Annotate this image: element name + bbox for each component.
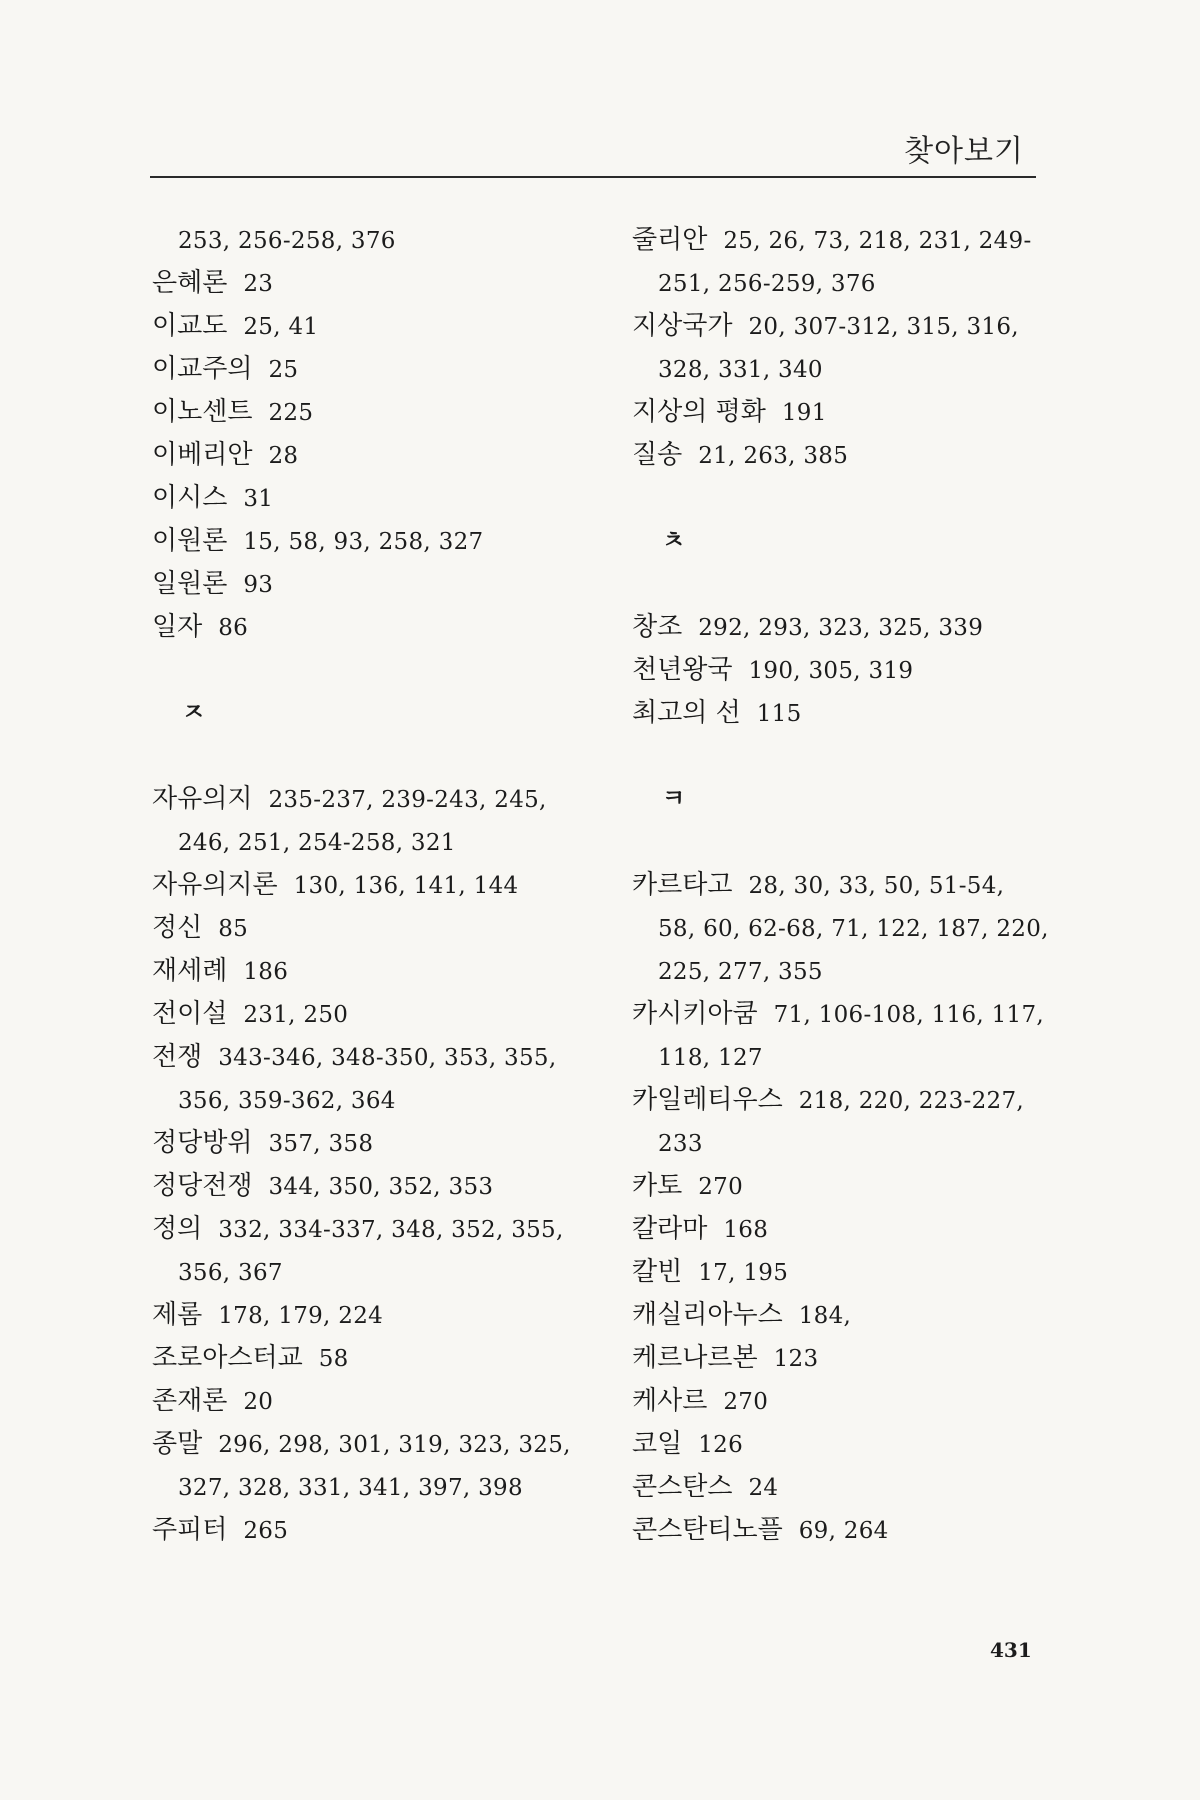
index-entry [152,1035,602,1078]
entry-pages: 356, 367 [178,1260,283,1286]
index-entry [632,1422,1072,1465]
entry-term: 제롬 [152,1300,203,1330]
index-entry [152,562,602,605]
section-gap [632,820,1072,863]
entry-term: 이교도 [152,311,228,341]
index-entry [152,304,602,347]
entry-pages: 357, 358 [268,1131,374,1157]
entry-term: 조로아스터교 [152,1343,303,1373]
index-entry [152,1379,602,1422]
page-header [150,128,1036,178]
entry-term: 천년왕국 [632,655,733,685]
entry-term: 이원론 [152,526,228,556]
entry-term: 재세례 [152,956,228,986]
index-entry [632,863,1072,906]
index-entry [632,1336,1072,1379]
entry-pages: 233 [658,1131,703,1157]
section-title: 찾아보기 [904,134,1024,169]
entry-pages: 25, 26, 73, 218, 231, 249- [723,228,1032,254]
entry-term: 이교주의 [152,354,253,384]
entry-pages: 115 [756,701,802,727]
entry-pages: 93 [243,572,274,598]
entry-pages: 270 [698,1174,744,1200]
index-entry [632,1250,1072,1293]
entry-pages: 58, 60, 62-68, 71, 122, 187, 220, [658,916,1049,942]
entry-pages: 126 [698,1432,744,1458]
index-entry [152,1508,602,1551]
entry-term: 코일 [632,1429,683,1459]
entry-pages: 332, 334-337, 348, 352, 355, [218,1217,564,1243]
section-heading-j: ㅈ [182,698,206,726]
index-entry [632,390,1072,433]
section-gap [632,476,1072,519]
entry-term: 케르나르본 [632,1343,758,1373]
section-heading-k: ㅋ [662,784,686,812]
entry-term: 이베리안 [152,440,253,470]
index-entry [632,1293,1072,1336]
index-entry [632,648,1072,691]
index-entry [632,1078,1072,1121]
index-entry [152,1336,602,1379]
index-entry-continuation [632,261,1072,304]
entry-term: 창조 [632,612,683,642]
entry-term: 정의 [152,1214,203,1244]
entry-term: 칼빈 [632,1257,683,1287]
index-entry [152,605,602,648]
entry-pages: 28, 30, 33, 50, 51-54, [748,873,1005,899]
entry-pages: 118, 127 [658,1045,763,1071]
index-entry [632,605,1072,648]
entry-pages: 344, 350, 352, 353 [268,1174,494,1200]
index-entry [152,1207,602,1250]
entry-pages: 235-237, 239-243, 245, [268,787,547,813]
entry-term: 캐실리아누스 [632,1300,783,1330]
entry-term: 카시키아쿰 [632,999,758,1029]
entry-term: 주피터 [152,1515,228,1545]
entry-term: 은혜론 [152,268,228,298]
index-entry [632,992,1072,1035]
entry-term: 일자 [152,612,203,642]
index-column-left [152,218,602,1551]
section-gap [632,562,1072,605]
index-entry-continuation [632,906,1072,949]
index-entry-continuation [632,1121,1072,1164]
section-gap [152,734,602,777]
entry-pages: 343-346, 348-350, 353, 355, [218,1045,557,1071]
page-number: 431 [990,1638,1032,1662]
entry-term: 최고의 선 [632,698,741,728]
index-entry [632,304,1072,347]
entry-term: 자유의지론 [152,870,278,900]
index-entry [632,1164,1072,1207]
entry-pages: 296, 298, 301, 319, 323, 325, [218,1432,571,1458]
index-entry-continuation [632,1035,1072,1078]
entry-pages: 21, 263, 385 [698,443,849,469]
entry-term: 정당방위 [152,1128,253,1158]
entry-term: 전이설 [152,999,228,1029]
entry-pages: 17, 195 [698,1260,789,1286]
index-entry-continuation [152,1465,602,1508]
entry-pages: 178, 179, 224 [218,1303,384,1329]
entry-pages: 85 [218,916,249,942]
index-entry-continuation [152,218,602,261]
entry-term: 전쟁 [152,1042,203,1072]
index-entry [152,476,602,519]
index-entry [152,949,602,992]
entry-term: 정신 [152,913,203,943]
index-entry [152,1121,602,1164]
entry-pages: 123 [773,1346,819,1372]
entry-pages: 218, 220, 223-227, [798,1088,1025,1114]
index-entry [632,1207,1072,1250]
entry-pages: 20 [243,1389,274,1415]
entry-pages: 20, 307-312, 315, 316, [748,314,1019,340]
entry-term: 질송 [632,440,683,470]
entry-term: 존재론 [152,1386,228,1416]
entry-pages: 130, 136, 141, 144 [293,873,519,899]
index-entry [632,218,1072,261]
entry-term: 콘스탄티노플 [632,1515,783,1545]
entry-pages: 356, 359-362, 364 [178,1088,396,1114]
index-entry [152,863,602,906]
entry-pages: 327, 328, 331, 341, 397, 398 [178,1475,523,1501]
entry-pages: 24 [748,1475,779,1501]
index-entry [152,1293,602,1336]
entry-term: 지상국가 [632,311,733,341]
entry-pages: 186 [243,959,289,985]
entry-pages: 25 [268,357,299,383]
entry-term: 줄리안 [632,225,708,255]
index-entry [152,261,602,304]
entry-pages: 251, 256-259, 376 [658,271,876,297]
entry-pages: 246, 251, 254-258, 321 [178,830,456,856]
section-heading-ch: ㅊ [662,526,686,554]
entry-term: 일원론 [152,569,228,599]
section-gap [632,734,1072,777]
index-entry [632,433,1072,476]
index-entry [152,433,602,476]
entry-pages: 71, 106-108, 116, 117, [773,1002,1045,1028]
index-entry [632,1379,1072,1422]
entry-pages: 86 [218,615,249,641]
index-entry [152,519,602,562]
entry-term: 지상의 평화 [632,397,766,427]
index-entry-continuation [632,347,1072,390]
index-entry-continuation [152,1078,602,1121]
entry-term: 정당전쟁 [152,1171,253,1201]
entry-pages: 292, 293, 323, 325, 339 [698,615,984,641]
entry-pages: 265 [243,1518,289,1544]
index-entry [632,691,1072,734]
index-entry-continuation [632,949,1072,992]
entry-term: 콘스탄스 [632,1472,733,1502]
index-entry [632,1465,1072,1508]
section-gap [152,648,602,691]
index-entry [152,906,602,949]
index-entry [152,992,602,1035]
entry-pages: 31 [243,486,274,512]
index-entry [152,1164,602,1207]
entry-term: 칼라마 [632,1214,708,1244]
index-entry-continuation [152,1250,602,1293]
entry-pages: 270 [723,1389,769,1415]
index-entry [152,347,602,390]
entry-pages: 328, 331, 340 [658,357,823,383]
index-entry-continuation [152,820,602,863]
entry-term: 이노센트 [152,397,253,427]
entry-pages: 190, 305, 319 [748,658,914,684]
entry-pages: 23 [243,271,274,297]
entry-pages: 253, 256-258, 376 [178,228,396,254]
entry-pages: 231, 250 [243,1002,349,1028]
entry-pages: 184, [798,1303,852,1329]
index-entry [152,1422,602,1465]
entry-term: 카일레티우스 [632,1085,783,1115]
index-entry [152,390,602,433]
entry-term: 자유의지 [152,784,253,814]
entry-pages: 15, 58, 93, 258, 327 [243,529,484,555]
index-entry [152,777,602,820]
entry-pages: 225, 277, 355 [658,959,823,985]
entry-term: 이시스 [152,483,228,513]
entry-pages: 168 [723,1217,769,1243]
entry-term: 카토 [632,1171,683,1201]
entry-pages: 225 [268,400,314,426]
index-column-right [632,218,1072,1551]
entry-term: 카르타고 [632,870,733,900]
index-entry [632,1508,1072,1551]
entry-term: 케사르 [632,1386,708,1416]
entry-term: 종말 [152,1429,203,1459]
entry-pages: 28 [268,443,299,469]
entry-pages: 69, 264 [798,1518,889,1544]
entry-pages: 191 [781,400,827,426]
entry-pages: 58 [318,1346,349,1372]
entry-pages: 25, 41 [243,314,319,340]
